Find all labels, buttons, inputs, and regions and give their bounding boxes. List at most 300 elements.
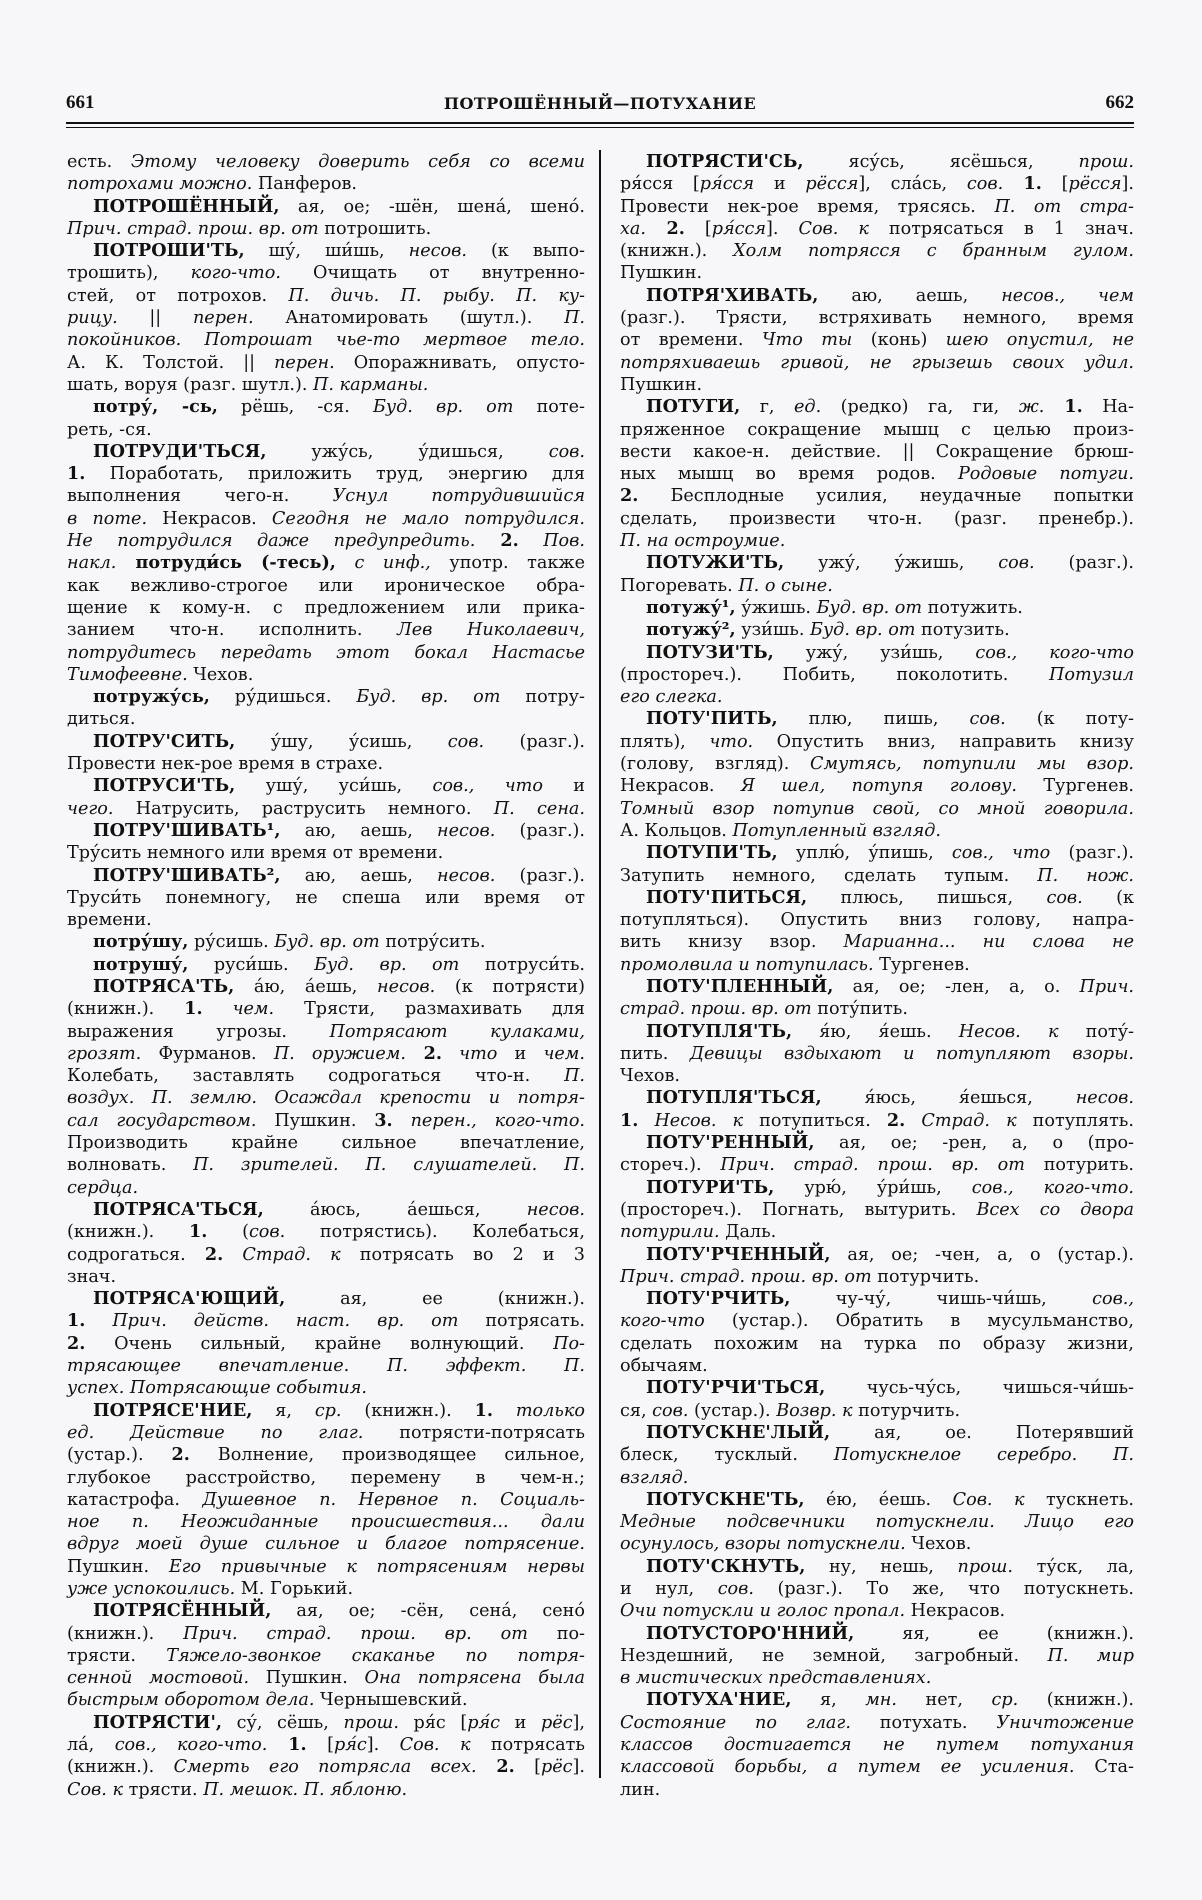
text-line: [620, 753, 1134, 775]
text: потрясать: [470, 1735, 585, 1756]
headword: ПОТРЯСА'ТЬСЯ,: [93, 1198, 264, 1220]
text: ных мышц во время родов.: [620, 464, 958, 485]
text: ая, ее (книжн.).: [285, 1289, 585, 1310]
text: ужу́, узи́шь,: [773, 642, 976, 663]
headword: потужу́¹,: [646, 596, 736, 618]
text: я́юсь, я́ешься,: [821, 1088, 1076, 1109]
text: Тургенев.: [873, 954, 970, 975]
text-line: [67, 597, 585, 619]
text-line: [67, 1021, 585, 1043]
text-line: [620, 597, 1134, 619]
text: (разг.).: [1034, 553, 1134, 574]
italic-text: П. нож.: [1037, 865, 1134, 886]
italic-text: П.: [564, 308, 585, 329]
headword: ПОТРЯ'ХИВАТЬ,: [646, 284, 819, 306]
italic-text: несов.: [1075, 1088, 1134, 1109]
headword: ПОТРУ'СИТЬ,: [93, 730, 236, 752]
text: вести какое-н. действие. || Сокращение брюш-: [620, 441, 1134, 462]
text: ру́дишься.: [209, 687, 357, 708]
text: ая, ое; -чен, а, о (устар.).: [830, 1244, 1134, 1265]
italic-text: вдруг моей душе сильное и благое потрясение.: [67, 1534, 585, 1555]
text-line: [67, 954, 585, 976]
text-line: [620, 998, 1134, 1020]
text-line: [67, 352, 585, 374]
italic-text: только: [492, 1400, 585, 1421]
text-line: [67, 419, 585, 441]
italic-text: мн.: [865, 1690, 897, 1711]
text: и: [754, 174, 806, 195]
italic-text: успех. Потрясающие события.: [67, 1378, 367, 1399]
headword: 2.: [67, 1332, 86, 1354]
text: Опустить вниз, направить книзу: [753, 731, 1134, 752]
text-line: [620, 976, 1134, 998]
headword: ПОТУПЛЯ'ТЬСЯ,: [646, 1087, 822, 1109]
text: ужу́сь, у́дишься,: [266, 441, 549, 462]
italic-text: страд. прош. вр. от: [620, 999, 812, 1020]
text: Некрасов.: [905, 1601, 1006, 1622]
text-line: [67, 285, 585, 307]
italic-text: Потузил: [1049, 664, 1134, 685]
text: (разг.). Трясти, встряхивать немного, время: [620, 308, 1134, 329]
italic-text: сов.: [248, 1222, 286, 1243]
text-line: [620, 931, 1134, 953]
headword: 2.: [204, 1243, 224, 1265]
italic-text: ря́с: [467, 1712, 501, 1733]
text: стей, от потрохов.: [67, 285, 289, 306]
text-line: [67, 798, 585, 820]
text: аю, аешь,: [280, 820, 438, 841]
italic-text: несов.: [526, 1199, 585, 1220]
text-line: [67, 1511, 585, 1533]
text-line: [67, 1154, 585, 1176]
text-line: [620, 1266, 1134, 1288]
text: ру́сишь.: [188, 932, 275, 953]
text: потужить.: [922, 597, 1023, 618]
text: Производить крайне сильное впечатление,: [67, 1133, 585, 1154]
text-line: [620, 1645, 1134, 1667]
text-line: [67, 218, 585, 240]
text: Бесплодные усилия, неудачные попытки: [638, 486, 1134, 507]
text-line: [620, 954, 1134, 976]
headword: ПОТУ'РЕННЫЙ,: [646, 1132, 815, 1154]
italic-text: Буд. вр. от: [816, 597, 923, 618]
italic-text: чем.: [543, 1043, 585, 1064]
text-line: [620, 1489, 1134, 1511]
text-line: [620, 1400, 1134, 1422]
text: щение к кому-н. с предложением или прика-: [67, 597, 585, 618]
text: А. К. Толстой. ||: [67, 352, 275, 373]
italic-text: Этому человеку доверить себя со всеми: [130, 152, 586, 172]
headword: 1.: [67, 1310, 86, 1332]
text: А. Кольцов.: [620, 820, 733, 841]
left-page-number: 661: [66, 92, 95, 113]
text-line: [620, 374, 1134, 396]
text-line: [67, 1489, 585, 1511]
text-line: [67, 865, 585, 887]
text: выражения угрозы.: [67, 1021, 330, 1042]
text: потрясти-потрясать: [363, 1422, 585, 1443]
italic-text: несов.: [376, 976, 436, 997]
text: М. Горький.: [235, 1579, 354, 1599]
text: ].: [766, 218, 799, 239]
headword: ПОТРОШЁННЫЙ,: [93, 195, 280, 217]
text: и: [542, 776, 586, 797]
italic-text: накл.: [67, 553, 117, 574]
text-line: [67, 374, 585, 396]
italic-text: сов.: [717, 1579, 754, 1599]
italic-text: несов.: [437, 865, 496, 886]
headword: ПОТРОШИ'ТЬ,: [93, 240, 245, 262]
text-line: [67, 642, 585, 664]
headword: потружу́сь,: [93, 686, 210, 708]
text-line: [620, 1132, 1134, 1154]
text: ясу́сь, ясёшься,: [803, 152, 1079, 172]
text: (простореч.). Побить, поколотить.: [620, 664, 1050, 685]
text-line: [620, 441, 1134, 463]
italic-text: Страд. к: [905, 1110, 1017, 1131]
text-line: [620, 1422, 1134, 1444]
italic-text: Буд. вр. от: [810, 620, 916, 641]
text: (к поту-: [1005, 709, 1134, 730]
text: лин.: [620, 1779, 661, 1800]
italic-text: Что ты: [761, 330, 853, 351]
text-line: [620, 196, 1134, 218]
text-line: [67, 753, 585, 775]
text: катастрофа.: [67, 1489, 203, 1510]
italic-text: Сегодня не мало потрудился.: [271, 508, 585, 529]
text: (простореч.). Погнать, вытурить.: [620, 1199, 977, 1220]
italic-text: быстрым оборотом дела.: [67, 1690, 315, 1711]
italic-text: ря́сся: [711, 218, 767, 239]
headword: 1.: [1003, 173, 1042, 195]
text-line: [67, 530, 585, 552]
italic-text: что.: [709, 731, 754, 752]
italic-text: ное п. Неожиданные происшествия... дали: [67, 1512, 585, 1533]
text: потруси́ть.: [459, 954, 585, 975]
column-divider: [599, 150, 601, 1778]
text: трясти.: [67, 1645, 167, 1666]
text: потрясать.: [458, 1311, 585, 1332]
italic-text: сов.: [1046, 887, 1083, 908]
italic-text: уже успокоились.: [67, 1579, 236, 1599]
text: Тру́сить немного или время от времени.: [67, 843, 444, 864]
text: На-: [1082, 397, 1134, 418]
text: я,: [791, 1690, 866, 1711]
text: (конь): [852, 330, 946, 351]
text-line: [620, 1199, 1134, 1221]
text: шать, воруя (разг. шутл.).: [67, 374, 314, 395]
headword: ПОТРУ'ШИВАТЬ²,: [93, 864, 281, 886]
text: Колебать, заставлять содрогаться что-н.: [67, 1066, 565, 1087]
text: (устар.). Обратить в мусульманство,: [704, 1311, 1134, 1332]
text-line: [620, 887, 1134, 909]
headword: ПОТУ'ПИТЬ,: [646, 708, 778, 730]
text: содрогаться.: [67, 1244, 205, 1265]
italic-text: Смерть его потрясла всех.: [173, 1757, 477, 1778]
italic-text: ср.: [314, 1400, 342, 1421]
text-line: [620, 240, 1134, 262]
headword: ПОТРУСИ'ТЬ,: [93, 775, 236, 797]
text-line: [620, 419, 1134, 441]
text: ].: [366, 1735, 400, 1756]
text: потурчить.: [852, 1400, 961, 1421]
text: выполнения чего-н.: [67, 486, 333, 507]
text-line: [620, 1043, 1134, 1065]
text: (разг.). То же, что потускнеть.: [753, 1579, 1134, 1599]
text: (разг.).: [495, 820, 585, 841]
text-line: [620, 463, 1134, 485]
text-line: [67, 708, 585, 730]
text: Волнение, производящее сильное,: [189, 1445, 585, 1466]
text: ря́сся [: [620, 174, 700, 195]
headword: ПОТУСКНЕ'ЛЫЙ,: [646, 1421, 831, 1443]
text: я,: [252, 1400, 315, 1421]
headword: потру́шу,: [93, 931, 189, 953]
text: ].: [572, 1757, 585, 1778]
italic-text: Смутясь, потупили мы взор.: [810, 754, 1134, 775]
text: занием что-н. исполнить.: [67, 620, 398, 641]
italic-text: Прич. страд. прош. вр. от: [183, 1623, 528, 1644]
text: ла́,: [67, 1735, 115, 1756]
text: у́жишь.: [735, 597, 817, 618]
text: чусь-чу́сь, чишься-чи́шь-: [825, 1378, 1134, 1399]
text: су́, сёшь,: [222, 1712, 344, 1733]
running-head-title: ПОТРОШЁННЫЙ—ПОТУХАНИЕ: [443, 94, 757, 113]
italic-text: Очи потускли и голос пропал.: [620, 1601, 906, 1622]
text-line: [620, 485, 1134, 507]
text: а́ю, а́ешь,: [234, 976, 377, 997]
text: Даль.: [719, 1222, 777, 1243]
text-line: [620, 1177, 1134, 1199]
text-line: [67, 396, 585, 418]
text: поте-: [513, 397, 585, 418]
italic-text: Марианна... ни слова не: [843, 932, 1134, 953]
text-line: [620, 396, 1134, 418]
headword: ПОТУЖИ'ТЬ,: [646, 552, 785, 574]
text-line: [620, 1377, 1134, 1399]
text-line: [67, 1377, 585, 1399]
text: Пушкин.: [256, 1110, 375, 1131]
italic-text: Прич. страд. прош. вр. от: [67, 218, 319, 239]
italic-text: Сов. к: [399, 1735, 471, 1756]
text: волновать.: [67, 1155, 194, 1176]
text: Анатомировать (шутл.).: [253, 308, 565, 329]
text: у́шу, у́сишь,: [235, 731, 448, 752]
italic-text: покойников. Потрошат чье-то мертвое тело.: [67, 330, 585, 351]
headword: ПОТРЯСА'ЮЩИЙ,: [93, 1288, 286, 1310]
text-line: [67, 441, 585, 463]
italic-text: перен.: [192, 308, 254, 329]
text: Затупить немного, сделать тупым.: [620, 865, 1038, 886]
text: плю, пишь,: [777, 709, 970, 730]
text-line: [620, 1110, 1134, 1132]
text: [: [514, 1757, 541, 1778]
italic-text: в мистических представлениях.: [620, 1668, 932, 1689]
text: [: [684, 218, 712, 239]
text: сделать, произвести что-н. (разг. пренебр.).: [620, 508, 1134, 529]
text-line: [67, 731, 585, 753]
headword: ПОТУХА'НИЕ,: [646, 1689, 792, 1711]
text-line: [620, 262, 1134, 284]
text: Пушкин.: [249, 1668, 365, 1689]
text: потухать.: [850, 1712, 997, 1733]
text: (книжн.).: [1018, 1690, 1134, 1711]
text: е́ю, е́ешь.: [804, 1489, 953, 1510]
text: и: [497, 1043, 544, 1064]
headword: ПОТУГИ,: [646, 396, 741, 418]
text-line: [67, 887, 585, 909]
italic-text: осунулось, взоры потускнели.: [620, 1534, 906, 1555]
italic-text: сов.: [969, 709, 1006, 730]
text-line: [67, 1132, 585, 1154]
italic-text: сов.: [447, 731, 485, 752]
text-line: [67, 173, 585, 195]
italic-text: Прич. страд. прош. вр. от: [720, 1155, 1025, 1176]
headword: 2.: [646, 217, 685, 239]
text: (к: [1082, 887, 1134, 908]
headword: ПОТРУДИ'ТЬСЯ,: [93, 440, 267, 462]
italic-text: ря́с: [333, 1735, 367, 1756]
text: Трясти, размахивать для: [274, 999, 585, 1020]
text: (к потрясти): [435, 976, 585, 997]
text-line: [620, 508, 1134, 530]
text-line: [620, 1578, 1134, 1600]
italic-text: ср.: [991, 1690, 1019, 1711]
text: потузить.: [915, 620, 1010, 641]
text: я́ю, я́ешь.: [792, 1021, 959, 1042]
text: знач.: [67, 1266, 117, 1287]
text: Чернышевский.: [314, 1690, 468, 1711]
italic-text: рёс: [541, 1712, 573, 1733]
text: Фурманов.: [141, 1043, 274, 1064]
italic-text: шею опустил, не: [945, 330, 1135, 351]
italic-text: Уничтожение: [996, 1712, 1135, 1733]
text-line: [620, 775, 1134, 797]
italic-text: Холм потрясся с бранным гулом.: [733, 241, 1134, 262]
headword: 1.: [474, 1399, 493, 1421]
italic-text: потрудитесь передать этот бокал Настасье: [67, 642, 585, 663]
headword: ПОТУПИ'ТЬ,: [646, 842, 778, 864]
text-line: [620, 865, 1134, 887]
right-column: [620, 151, 1134, 1801]
text-line: [620, 173, 1134, 195]
headword: потрушу́,: [93, 953, 189, 975]
text: сделать похожим на турка по образу жизни,: [620, 1333, 1134, 1354]
italic-text: сов., что: [951, 843, 1051, 864]
headword: 3.: [374, 1109, 393, 1131]
text: (голову, взгляд).: [620, 754, 811, 775]
italic-text: прош.: [343, 1712, 399, 1733]
italic-text: перен., кого-что.: [392, 1110, 585, 1131]
italic-text: Буд. вр. от: [372, 397, 514, 418]
text: Чехов.: [905, 1534, 972, 1555]
text: ну, нешь,: [805, 1556, 958, 1577]
italic-text: Тимофеевне.: [67, 664, 188, 685]
text-line: [67, 1244, 585, 1266]
text: ужу́, у́жишь,: [784, 553, 999, 574]
text: как вежливо-строгое или ироническое обра-: [67, 575, 585, 596]
text: ту́ск, ла,: [1012, 1556, 1134, 1577]
headword: ПОТУРИ'ТЬ,: [646, 1176, 775, 1198]
text: обычаям.: [620, 1356, 708, 1377]
text: потру́сить.: [379, 932, 486, 953]
italic-text: П. зрителей. П. слушателей. П.: [193, 1155, 585, 1176]
italic-text: трясающее впечатление. П. эффект. П.: [67, 1356, 585, 1377]
headword: ПОТРУ'ШИВАТЬ¹,: [93, 819, 281, 841]
text: нет,: [896, 1690, 992, 1711]
text: Очищать от внутренно-: [280, 263, 585, 284]
italic-text: сов., кого-что.: [114, 1735, 268, 1756]
text-line: [67, 508, 585, 530]
text: (разг.).: [495, 865, 585, 886]
italic-text: кого-что: [620, 1311, 705, 1332]
italic-text: П. мешок. П. яблоню.: [203, 1779, 408, 1800]
text: урю́, у́ри́шь,: [774, 1177, 972, 1198]
text-line: [620, 1288, 1134, 1310]
text-line: [67, 998, 585, 1020]
running-header: [66, 92, 1134, 116]
text-line: [620, 1355, 1134, 1377]
text: времени.: [67, 910, 152, 931]
italic-text: Не потрудился даже предупредить.: [67, 531, 476, 552]
italic-text: рёсся: [805, 174, 859, 195]
headword: 1.: [267, 1734, 307, 1756]
italic-text: сов., кого-что: [975, 642, 1134, 663]
text: Некрасов.: [620, 776, 741, 797]
text: ], сла́сь,: [858, 174, 967, 195]
text-line: [67, 1444, 585, 1466]
header-rule-thin: [66, 127, 1134, 128]
text-line: [620, 329, 1134, 351]
headword: ПОТУ'ПИТЬСЯ,: [646, 886, 808, 908]
text: ая, ое; -шён, шена́, шено́.: [279, 196, 585, 217]
text-line: [67, 1221, 585, 1243]
text-line: [67, 619, 585, 641]
headword: ПОТРЯСЁННЫЙ,: [93, 1600, 272, 1622]
italic-text: Потрясают кулаками,: [329, 1021, 585, 1042]
headword: ПОТУПЛЯ'ТЬ,: [646, 1020, 793, 1042]
text-line: [620, 1444, 1134, 1466]
text-line: [620, 909, 1134, 931]
text-line: [620, 1779, 1134, 1801]
headword: 1.: [620, 1109, 639, 1131]
italic-text: Сов. к: [952, 1489, 1025, 1510]
text-line: [620, 820, 1134, 842]
text-line: [67, 1600, 585, 1622]
text-line: [67, 463, 585, 485]
headword: потужу́²,: [646, 619, 736, 641]
text-line: [620, 218, 1134, 240]
text-line: [67, 329, 585, 351]
italic-text: Буд. вр. от: [274, 932, 380, 953]
headword: ПОТУЗИ'ТЬ,: [646, 641, 774, 663]
text: Провести нек-рое время в страхе.: [67, 754, 384, 775]
text: Опоражнивать, опусто-: [334, 352, 585, 373]
text-line: [67, 552, 585, 574]
italic-text: Сов. к: [67, 1779, 123, 1800]
italic-text: Родовые потуги.: [957, 464, 1134, 485]
text: пить.: [620, 1043, 690, 1064]
text-line: [67, 1333, 585, 1355]
text: потрястись). Колебаться,: [285, 1222, 585, 1243]
italic-text: Прич. страд. прош. вр. от: [620, 1266, 872, 1287]
headword: ПОТРЯСТИ'СЬ,: [646, 151, 804, 172]
italic-text: взгляд.: [620, 1467, 689, 1488]
italic-text: П. оружием.: [273, 1043, 406, 1064]
italic-text: Возвр. к: [776, 1400, 853, 1421]
text: потрясаться в 1 знач.: [868, 218, 1134, 239]
headword: ПОТУ'РЧИТЬ,: [646, 1288, 791, 1310]
